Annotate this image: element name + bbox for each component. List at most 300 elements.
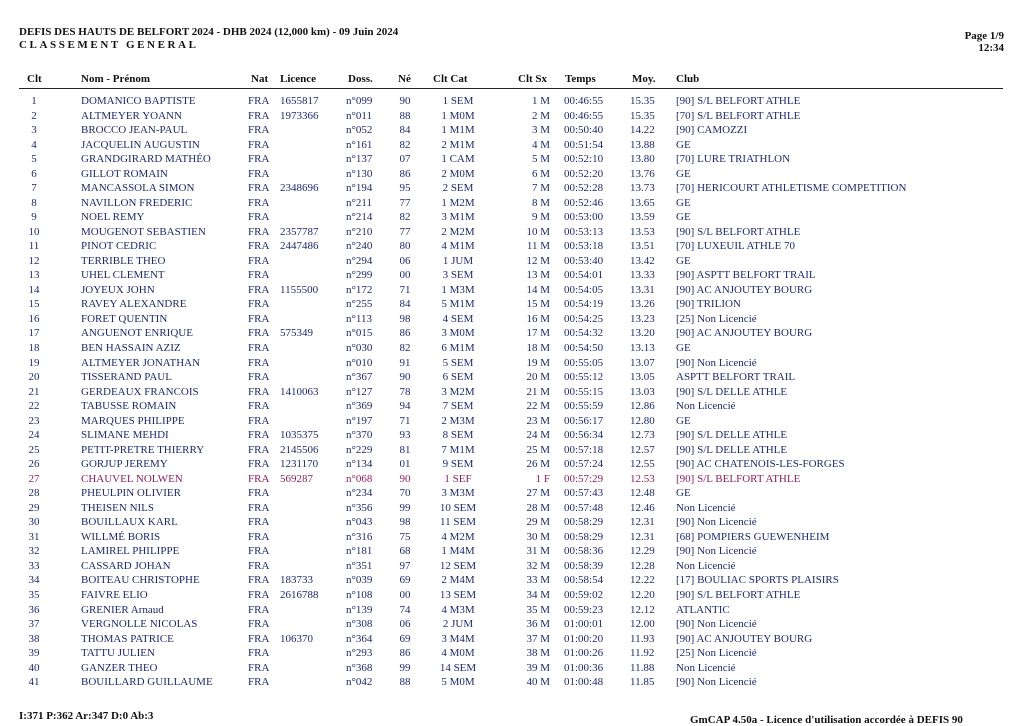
cell-doss: n°234 <box>346 487 373 500</box>
cell-moy: 12.86 <box>630 400 655 413</box>
cell-nat: FRA <box>248 501 270 514</box>
cell-moy: 12.20 <box>630 589 655 602</box>
cell-sx: 15 M <box>526 298 550 311</box>
cell-clt: 40 <box>28 661 40 674</box>
cell-moy: 11.88 <box>630 661 655 674</box>
cell-ne: 99 <box>399 661 411 674</box>
cell-club: Non Licencié <box>676 559 736 572</box>
cell-ne: 84 <box>399 124 411 137</box>
cell-nat: FRA <box>248 530 270 543</box>
cell-doss: n°161 <box>346 138 373 151</box>
cell-ne: 80 <box>399 240 411 253</box>
cell-nom: ANGUENOT ENRIQUE <box>81 327 193 340</box>
cell-licence: 2616788 <box>280 589 319 602</box>
cell-cat: 7 SEM <box>442 400 474 413</box>
cell-licence: 575349 <box>280 327 313 340</box>
cell-moy: 13.20 <box>630 327 655 340</box>
table-row <box>0 515 1024 529</box>
cell-clt: 36 <box>28 603 40 616</box>
cell-moy: 13.07 <box>630 356 655 369</box>
cell-doss: n°294 <box>346 254 373 267</box>
cell-nom: GORJUP JEREMY <box>81 458 168 471</box>
cell-ne: 68 <box>399 545 411 558</box>
cell-moy: 11.93 <box>630 632 655 645</box>
cell-temps: 00:54:19 <box>564 298 604 311</box>
cell-clt: 38 <box>28 632 40 645</box>
cell-sx: 17 M <box>526 327 550 340</box>
cell-nom: BOUILLARD GUILLAUME <box>81 676 213 689</box>
cell-clt: 9 <box>31 211 37 224</box>
cell-clt: 22 <box>28 400 40 413</box>
table-row <box>0 443 1024 457</box>
cell-ne: 01 <box>399 458 411 471</box>
cell-moy: 13.73 <box>630 182 655 195</box>
cell-temps: 01:00:01 <box>564 618 604 631</box>
table-row <box>0 210 1024 224</box>
cell-sx: 1 F <box>535 472 550 485</box>
cell-doss: n°370 <box>346 429 373 442</box>
cell-nat: FRA <box>248 225 270 238</box>
cell-clt: 8 <box>31 196 37 209</box>
cell-nat: FRA <box>248 516 270 529</box>
table-row <box>0 152 1024 166</box>
cell-ne: 94 <box>399 400 411 413</box>
cell-ne: 99 <box>399 501 411 514</box>
cell-doss: n°030 <box>346 342 373 354</box>
cell-doss: n°194 <box>346 182 373 195</box>
cell-licence: 1973366 <box>280 109 319 122</box>
cell-temps: 00:55:12 <box>564 371 604 384</box>
table-row <box>0 268 1024 282</box>
cell-nat: FRA <box>248 342 270 354</box>
cell-nat: FRA <box>248 487 270 500</box>
cell-club: Non Licencié <box>676 501 736 514</box>
cell-clt: 2 <box>31 109 37 122</box>
table-row <box>0 225 1024 239</box>
cell-club: ATLANTIC <box>676 603 730 616</box>
cell-club: [90] Non Licencié <box>676 356 757 369</box>
cell-sx: 10 M <box>526 225 550 238</box>
cell-temps: 00:52:20 <box>564 167 604 180</box>
cell-temps: 00:54:25 <box>564 312 604 325</box>
cell-sx: 22 M <box>526 400 550 413</box>
cell-doss: n°214 <box>346 211 373 224</box>
cell-nom: NOEL REMY <box>81 211 145 224</box>
cell-clt: 41 <box>28 676 40 689</box>
cell-clt: 33 <box>28 559 40 572</box>
table-row <box>0 356 1024 370</box>
table-row <box>0 530 1024 544</box>
cell-temps: 00:46:55 <box>564 109 604 122</box>
cell-temps: 00:55:05 <box>564 356 604 369</box>
cell-club: [90] S/L BELFORT ATHLE <box>676 589 801 602</box>
cell-ne: 71 <box>399 414 411 427</box>
cell-nat: FRA <box>248 124 270 137</box>
cell-moy: 12.80 <box>630 414 655 427</box>
cell-nat: FRA <box>248 211 270 224</box>
cell-doss: n°137 <box>346 153 373 166</box>
cell-doss: n°293 <box>346 647 373 660</box>
table-row <box>0 181 1024 195</box>
cell-nom: MOUGENOT SEBASTIEN <box>81 225 206 238</box>
cell-club: Non Licencié <box>676 400 736 413</box>
cell-temps: 00:53:40 <box>564 254 604 267</box>
cell-club: [90] Non Licencié <box>676 618 757 631</box>
cell-sx: 12 M <box>526 254 550 267</box>
cell-doss: n°299 <box>346 269 373 282</box>
cell-sx: 19 M <box>526 356 550 369</box>
cell-temps: 00:50:40 <box>564 124 604 137</box>
cell-club: [90] CAMOZZI <box>676 124 748 137</box>
cell-cat: 8 SEM <box>442 429 474 442</box>
cell-doss: n°210 <box>346 225 373 238</box>
cell-nat: FRA <box>248 647 270 660</box>
cell-club: [90] AC ANJOUTEY BOURG <box>676 632 813 645</box>
cell-club: GE <box>676 414 691 427</box>
cell-cat: 2 JUM <box>442 618 474 631</box>
cell-club: [90] S/L DELLE ATHLE <box>676 385 788 398</box>
cell-nat: FRA <box>248 95 270 107</box>
cell-cat: 3 M4M <box>441 632 475 645</box>
cell-moy: 12.22 <box>630 574 655 587</box>
cell-sx: 25 M <box>526 443 550 456</box>
table-row <box>0 573 1024 587</box>
cell-sx: 23 M <box>526 414 550 427</box>
cell-temps: 00:55:15 <box>564 385 604 398</box>
cell-nom: PETIT-PRETRE THIERRY <box>81 443 205 456</box>
cell-sx: 4 M <box>531 138 550 151</box>
cell-sx: 11 M <box>526 240 550 253</box>
cell-cat: 1 M0M <box>441 109 475 122</box>
cell-moy: 13.88 <box>630 138 655 151</box>
cell-temps: 00:58:29 <box>564 530 604 543</box>
cell-sx: 34 M <box>526 589 550 602</box>
cell-nat: FRA <box>248 429 270 442</box>
table-row <box>0 94 1024 108</box>
cell-club: [90] S/L DELLE ATHLE <box>676 443 788 456</box>
cell-temps: 00:57:43 <box>564 487 604 500</box>
cell-licence: 2145506 <box>280 443 319 456</box>
cell-nom: GILLOT ROMAIN <box>81 167 168 180</box>
cell-nom: BOUILLAUX KARL <box>81 516 178 529</box>
cell-cat: 1 M1M <box>441 124 475 137</box>
cell-nat: FRA <box>248 283 270 296</box>
cell-club: GE <box>676 211 691 224</box>
cell-cat: 1 M3M <box>441 283 475 296</box>
table-row <box>0 123 1024 137</box>
cell-temps: 00:56:17 <box>564 414 604 427</box>
cell-club: [25] Non Licencié <box>676 647 757 660</box>
cell-nat: FRA <box>248 138 270 151</box>
cell-nat: FRA <box>248 661 270 674</box>
cell-clt: 15 <box>28 298 40 311</box>
cell-cat: 2 M1M <box>441 138 475 151</box>
cell-temps: 00:58:54 <box>564 574 604 587</box>
cell-moy: 12.31 <box>630 530 655 543</box>
cell-clt: 31 <box>28 530 40 543</box>
table-row <box>0 370 1024 384</box>
cell-moy: 13.33 <box>630 269 655 282</box>
cell-temps: 00:55:59 <box>564 400 604 413</box>
cell-nom: TISSERAND PAUL <box>81 371 172 384</box>
cell-nat: FRA <box>248 182 270 195</box>
cell-moy: 12.12 <box>630 603 655 616</box>
cell-sx: 18 M <box>526 342 550 354</box>
cell-licence: 183733 <box>280 574 313 587</box>
cell-moy: 13.80 <box>630 153 655 166</box>
cell-nom: CHAUVEL NOLWEN <box>81 472 183 485</box>
cell-temps: 00:46:55 <box>564 95 604 107</box>
cell-ne: 00 <box>399 269 411 282</box>
cell-club: [90] S/L DELLE ATHLE <box>676 429 788 442</box>
cell-cat: 1 SEF <box>444 472 472 485</box>
cell-nom: DOMANICO BAPTISTE <box>81 95 196 107</box>
cell-doss: n°255 <box>346 298 373 311</box>
cell-cat: 4 M0M <box>441 647 475 660</box>
cell-doss: n°052 <box>346 124 373 137</box>
cell-nat: FRA <box>248 589 270 602</box>
cell-moy: 13.59 <box>630 211 655 224</box>
cell-temps: 00:58:39 <box>564 559 604 572</box>
cell-licence: 2357787 <box>280 225 319 238</box>
cell-moy: 11.85 <box>630 676 655 689</box>
cell-licence: 2348696 <box>280 182 319 195</box>
cell-ne: 70 <box>399 487 411 500</box>
cell-club: ASPTT BELFORT TRAIL <box>676 371 796 384</box>
cell-temps: 00:53:18 <box>564 240 604 253</box>
cell-temps: 01:00:20 <box>564 632 604 645</box>
cell-club: [90] S/L BELFORT ATHLE <box>676 472 801 485</box>
cell-nat: FRA <box>248 298 270 311</box>
cell-club: [90] AC ANJOUTEY BOURG <box>676 327 813 340</box>
cell-cat: 3 M0M <box>441 327 475 340</box>
cell-doss: n°172 <box>346 283 373 296</box>
table-row <box>0 414 1024 428</box>
cell-ne: 98 <box>399 516 411 529</box>
cell-sx: 26 M <box>526 458 550 471</box>
cell-moy: 13.53 <box>630 225 655 238</box>
cell-moy: 12.55 <box>630 458 655 471</box>
col-clt: Clt <box>27 73 42 85</box>
cell-sx: 37 M <box>526 632 550 645</box>
cell-sx: 14 M <box>526 283 550 296</box>
cell-clt: 30 <box>28 516 40 529</box>
cell-clt: 10 <box>28 225 40 238</box>
cell-club: [25] Non Licencié <box>676 312 757 325</box>
cell-nom: ALTMEYER YOANN <box>81 109 182 122</box>
cell-sx: 36 M <box>526 618 550 631</box>
cell-nom: MARQUES PHILIPPE <box>81 414 185 427</box>
cell-licence: 1410063 <box>280 385 319 398</box>
cell-doss: n°043 <box>346 516 373 529</box>
table-row <box>0 501 1024 515</box>
cell-licence: 1155500 <box>280 283 319 296</box>
table-row <box>0 675 1024 689</box>
cell-doss: n°068 <box>346 472 373 485</box>
cell-doss: n°211 <box>346 196 372 209</box>
cell-nat: FRA <box>248 443 270 456</box>
cell-ne: 77 <box>399 196 411 209</box>
table-row <box>0 283 1024 297</box>
cell-nom: THOMAS PATRICE <box>81 632 174 645</box>
cell-temps: 00:52:28 <box>564 182 604 195</box>
cell-nat: FRA <box>248 371 270 384</box>
cell-cat: 1 JUM <box>442 254 474 267</box>
cell-doss: n°316 <box>346 530 373 543</box>
race-stats: I:371 P:362 Ar:347 D:0 Ab:3 <box>19 710 154 722</box>
cell-cat: 4 SEM <box>442 312 474 325</box>
cell-ne: 88 <box>399 676 411 689</box>
cell-clt: 19 <box>28 356 40 369</box>
cell-moy: 13.31 <box>630 283 655 296</box>
table-row <box>0 617 1024 631</box>
cell-ne: 82 <box>399 342 411 354</box>
cell-doss: n°356 <box>346 501 373 514</box>
cell-nom: BROCCO JEAN-PAUL <box>81 124 188 137</box>
col-nat: Nat <box>251 73 269 85</box>
cell-sx: 21 M <box>526 385 550 398</box>
cell-cat: 3 M1M <box>441 211 475 224</box>
col-doss: Doss. <box>348 73 373 85</box>
cell-nom: GANZER THEO <box>81 661 158 674</box>
cell-temps: 00:51:54 <box>564 138 604 151</box>
cell-licence: 1231170 <box>280 458 319 471</box>
cell-nom: PINOT CEDRIC <box>81 240 157 253</box>
cell-sx: 20 M <box>526 371 550 384</box>
cell-temps: 00:57:29 <box>564 472 604 485</box>
cell-ne: 78 <box>399 385 411 398</box>
cell-moy: 12.73 <box>630 429 655 442</box>
cell-cat: 9 SEM <box>442 458 474 471</box>
cell-temps: 00:58:36 <box>564 545 604 558</box>
cell-sx: 31 M <box>526 545 550 558</box>
cell-doss: n°229 <box>346 443 373 456</box>
cell-cat: 4 M1M <box>441 240 475 253</box>
cell-nom: BEN HASSAIN AZIZ <box>81 342 181 354</box>
cell-nat: FRA <box>248 385 270 398</box>
cell-doss: n°351 <box>346 559 373 572</box>
cell-nom: TERRIBLE THEO <box>81 254 166 267</box>
cell-sx: 30 M <box>526 530 550 543</box>
col-club: Club <box>676 73 700 85</box>
cell-temps: 00:53:13 <box>564 225 604 238</box>
table-row <box>0 239 1024 253</box>
cell-sx: 28 M <box>526 501 550 514</box>
cell-doss: n°108 <box>346 589 373 602</box>
cell-moy: 13.51 <box>630 240 655 253</box>
cell-nat: FRA <box>248 240 270 253</box>
cell-clt: 18 <box>28 342 40 354</box>
cell-temps: 00:54:01 <box>564 269 604 282</box>
cell-cat: 4 M2M <box>441 530 475 543</box>
cell-sx: 1 M <box>531 95 550 107</box>
cell-nom: FAIVRE ELIO <box>81 589 148 602</box>
cell-sx: 24 M <box>526 429 550 442</box>
cell-doss: n°367 <box>346 371 373 384</box>
cell-ne: 86 <box>399 647 411 660</box>
cell-ne: 77 <box>399 225 411 238</box>
software-licence: GmCAP 4.50a - Licence d'utilisation accordée à DEFIS 90 <box>690 714 963 726</box>
cell-club: GE <box>676 196 691 209</box>
table-row <box>0 254 1024 268</box>
cell-doss: n°308 <box>346 618 373 631</box>
cell-nat: FRA <box>248 400 270 413</box>
cell-ne: 06 <box>399 618 411 631</box>
cell-nom: CASSARD JOHAN <box>81 559 171 572</box>
cell-club: [90] S/L BELFORT ATHLE <box>676 95 801 107</box>
cell-temps: 00:54:50 <box>564 342 604 354</box>
cell-clt: 4 <box>31 138 37 151</box>
cell-moy: 13.42 <box>630 254 655 267</box>
col-temps: Temps <box>565 73 596 85</box>
table-row <box>0 661 1024 675</box>
cell-club: Non Licencié <box>676 661 736 674</box>
cell-club: [90] TRILION <box>676 298 741 311</box>
col-ne: Né <box>398 73 411 85</box>
cell-sx: 33 M <box>526 574 550 587</box>
cell-ne: 86 <box>399 327 411 340</box>
cell-clt: 5 <box>31 153 37 166</box>
cell-doss: n°010 <box>346 356 373 369</box>
cell-moy: 13.26 <box>630 298 655 311</box>
cell-sx: 3 M <box>531 124 550 137</box>
cell-ne: 00 <box>399 589 411 602</box>
cell-temps: 00:58:29 <box>564 516 604 529</box>
cell-clt: 29 <box>28 501 40 514</box>
table-row <box>0 167 1024 181</box>
cell-doss: n°134 <box>346 458 373 471</box>
cell-ne: 86 <box>399 167 411 180</box>
cell-nom: VERGNOLLE NICOLAS <box>81 618 198 631</box>
cell-ne: 88 <box>399 109 411 122</box>
cell-doss: n°127 <box>346 385 373 398</box>
cell-temps: 00:53:00 <box>564 211 604 224</box>
cell-sx: 16 M <box>526 312 550 325</box>
cell-nom: SLIMANE MEHDI <box>81 429 169 442</box>
cell-nat: FRA <box>248 109 270 122</box>
cell-moy: 14.22 <box>630 124 655 137</box>
cell-clt: 13 <box>28 269 40 282</box>
cell-nom: MANCASSOLA SIMON <box>81 182 195 195</box>
col-clt-sx: Clt Sx <box>518 73 548 85</box>
cell-moy: 13.03 <box>630 385 655 398</box>
cell-ne: 98 <box>399 312 411 325</box>
table-row <box>0 486 1024 500</box>
cell-moy: 13.76 <box>630 167 655 180</box>
cell-sx: 6 M <box>531 167 550 180</box>
cell-licence: 2447486 <box>280 240 319 253</box>
cell-clt: 1 <box>31 95 37 107</box>
cell-temps: 00:54:32 <box>564 327 604 340</box>
cell-clt: 6 <box>31 167 37 180</box>
cell-club: [90] ASPTT BELFORT TRAIL <box>676 269 816 282</box>
cell-temps: 00:52:10 <box>564 153 604 166</box>
cell-cat: 2 M0M <box>441 167 475 180</box>
cell-ne: 71 <box>399 283 411 296</box>
cell-sx: 2 M <box>531 109 550 122</box>
cell-temps: 00:59:02 <box>564 589 604 602</box>
cell-club: [90] Non Licencié <box>676 545 757 558</box>
cell-clt: 32 <box>28 545 40 558</box>
cell-sx: 13 M <box>526 269 550 282</box>
cell-nat: FRA <box>248 545 270 558</box>
cell-ne: 82 <box>399 138 411 151</box>
cell-moy: 12.46 <box>630 501 655 514</box>
col-moy: Moy. <box>632 73 656 85</box>
col-clt-cat: Clt Cat <box>433 73 468 85</box>
cell-ne: 90 <box>399 95 411 107</box>
cell-nat: FRA <box>248 153 270 166</box>
